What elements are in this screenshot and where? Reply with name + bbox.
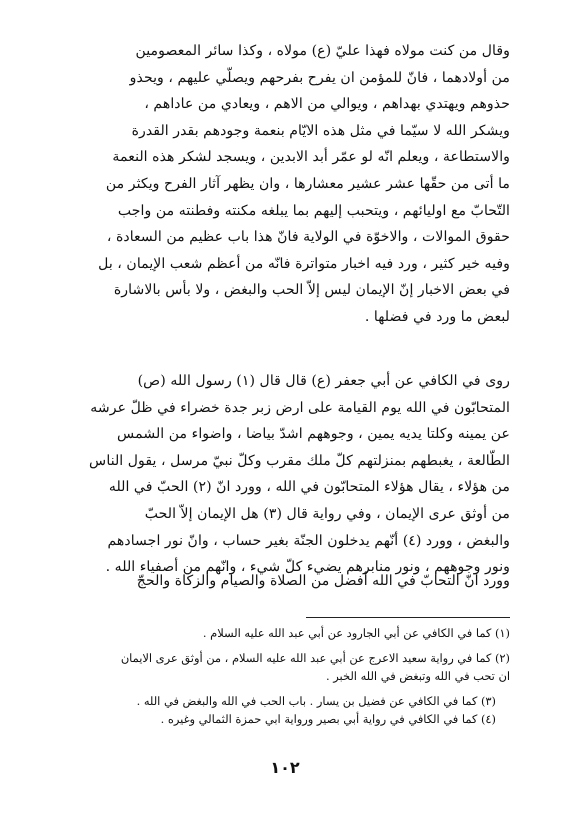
text-line: الطّالعة ، يغبطهم بمنزلتهم كلّ ملك مقرب وكلّ نبيّ مرسل ، يقول الناس [89, 452, 510, 469]
text-line: حذوهم ويهتدي بهداهم ، ويوالي من الاهم ، ويعادي من عاداهم ، [144, 96, 510, 113]
text-line: روى في الكافي عن أبي جعفر (ع) قال قال (١) رسول الله (ص) [137, 373, 510, 389]
paragraph-2 [62, 368, 510, 581]
text-line: من هؤلاء ، يقال هؤلاء المتحابّون في الله ، وورد انّ (٢) الحبّ في الله [108, 479, 510, 496]
page-number: ١٠٢ [270, 758, 300, 777]
footnote-2: (٢) كما في رواية سعيد الاعرج عن أبي عبد الله عليه السلام ، من أوثق عرى الايمان [120, 650, 510, 665]
text-line: عن يمينه وكلتا يديه يمين ، وجوههم اشدّ بياضا ، واضواء من الشمس [117, 426, 510, 443]
text-line: لبعض ما ورد في فضلها . [364, 308, 510, 325]
text-line: والبغض ، وورد (٤) أنّهم يدخلون الجنّة بغير حساب ، وانّ نور اجسادهم [107, 532, 510, 549]
text-line: ويشكر الله لا سيّما في مثل هذه الايّام بنعمة وجودهم بقدر القدرة [131, 122, 510, 139]
text-line: من أوثق عرى الإيمان ، وفي رواية قال (٣) هل الإيمان إلاّ الحبّ [144, 505, 510, 522]
footnote-separator [306, 617, 510, 618]
paragraph-3 [62, 568, 510, 595]
text-line: وفيه خير كثير ، ورد فيه اخبار متواترة فانّه من أعظم شعب الإيمان ، بل [98, 255, 510, 272]
text-line: ما أتى من حقّها عشر عشير معشارها ، وان يظهر آثار الفرح ويكثر من [105, 175, 510, 192]
text-line: المتحابّون في الله يوم القيامة على ارض زبر جدة خضراء في ظلّ عرشه [90, 399, 510, 416]
footnote-2-continuation: ان تحب في الله وتبغض في الله الخبر . [326, 669, 510, 683]
paragraph-1 [62, 38, 510, 331]
text-line: ونور وجوههم ، ونور منابرهم يضيء كلّ شيء ، وانّهم من أصفياء الله . [105, 559, 510, 576]
text-line: في بعض الاخبار إنّ الإيمان ليس إلاّ الحب والبغض ، ولا بأس بالاشارة [113, 282, 510, 299]
footnote-1: (١) كما في الكافي عن أبي الجارود عن أبي عبد الله عليه السلام . [202, 626, 510, 640]
text-line: والاستطاعة ، ويعلم انّه لو عمّر أبد الابدين ، ويسجد لشكر هذه النعمة [112, 149, 510, 166]
text-line: وقال من كنت مولاه فهذا عليّ (ع) مولاه ، وكذا سائر المعصومين [135, 43, 510, 59]
text-line: حقوق الموالات ، والاخوّة في الولاية فانّ هذا باب عظيم من السعادة ، [106, 229, 510, 246]
footnotes [66, 624, 510, 729]
footnote-4: (٤) كما في الكافي في رواية أبي بصير ورواية ابي حمزة الثمالي وغيره . [160, 712, 496, 726]
footnote-3: (٣) كما في الكافي عن فضيل بن يسار . باب الحب في الله والبغض في الله . [136, 693, 496, 708]
text-line: التّحابّ مع اوليائهم ، ويتحبب إليهم بما يبلغه مكنته وفطنته من واجب [117, 202, 510, 219]
text-line: وورد انّ التحابّ في الله أفضل من الصلاة والصيام والزكاة والحجّ [136, 573, 510, 589]
text-line: من أولادهما ، فانّ للمؤمن ان يفرح بفرحهم ويصلّي عليهم ، ويحذو [129, 69, 510, 86]
